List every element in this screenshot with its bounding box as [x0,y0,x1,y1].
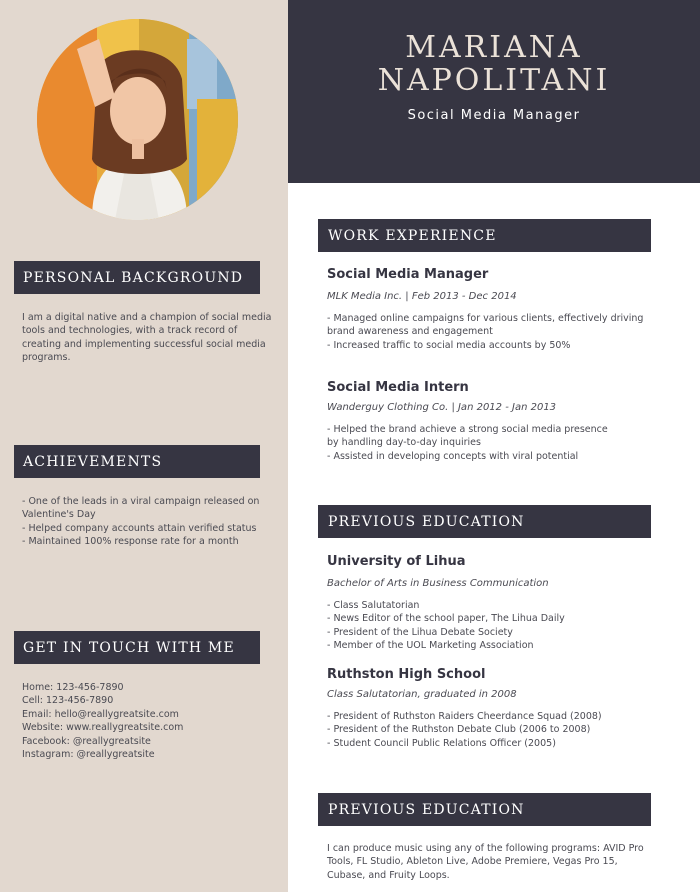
personal-background-heading: PERSONAL BACKGROUND [14,261,260,294]
school-details [327,710,637,750]
school-subtitle: Bachelor of Arts in Business Communication [327,578,549,589]
text-line: - Increased traffic to social media accounts by 50% [327,339,571,351]
job-title: Social Media Intern [327,380,469,395]
name-first: MARIANA [405,30,583,65]
text-line: - News Editor of the school paper, The Lihua Daily [327,613,565,625]
text-line: - Managed online campaigns for various clients, effectively driving [327,313,644,324]
job-details [327,312,644,352]
school-details [327,599,637,653]
name-last: NAPOLITANI [377,63,611,98]
school-title: Ruthston High School [327,667,486,682]
text-line: - Assisted in developing concepts with viral potential [327,450,579,462]
job-subtitle: Wanderguy Clothing Co. | Jan 2012 - Jan 2013 [327,402,557,413]
skills-heading: PREVIOUS EDUCATION [318,793,651,826]
text-line: Valentine's Day [22,509,96,521]
school-title: University of Lihua [327,554,466,569]
text-line: - Helped company accounts attain verified status [22,522,257,534]
text-line: - President of Ruthston Raiders Cheerdance Squad (2008) [327,711,602,722]
text-line: - President of the Lihua Debate Society [327,626,513,638]
contact-phone-cell: Cell: 123-456-7890 [22,695,114,707]
contact-text [22,681,258,761]
contact-website: Website: www.reallygreatsite.com [22,722,184,734]
text-line: programs. [22,352,71,364]
text-line: Tools, FL Studio, Ableton Live, Adobe Premiere, Vegas Pro 15, [327,856,618,868]
job-subtitle: MLK Media Inc. | Feb 2013 - Dec 2014 [327,291,517,302]
text-line: - Student Council Public Relations Officer (2005) [327,737,556,749]
text-line: Cubase, and Fruity Loops. [327,869,450,881]
achievements-heading: ACHIEVEMENTS [14,445,260,478]
text-line: - One of the leads in a viral campaign released on [22,496,260,507]
education-heading: PREVIOUS EDUCATION [318,505,651,538]
skills-text [327,842,644,882]
profile-photo [37,19,238,220]
profile-photo-illustration [37,19,238,220]
text-line: creating and implementing successful social media [22,338,266,350]
text-line: tools and technologies, with a track record of [22,325,238,337]
personal-background-text [22,311,272,365]
contact-heading: GET IN TOUCH WITH ME [14,631,260,664]
job-role: Social Media Manager [407,108,581,123]
text-line: by handling day-to-day inquiries [327,437,481,449]
job-title: Social Media Manager [327,267,489,282]
text-line: - President of the Ruthston Debate Club (2006 to 2008) [327,724,591,736]
contact-facebook: Facebook: @reallygreatsite [22,735,151,747]
achievements-text [22,495,258,549]
work-experience-heading: WORK EXPERIENCE [318,219,651,252]
contact-email: Email: hello@reallygreatsite.com [22,708,179,720]
text-line: - Helped the brand achieve a strong social media presence [327,424,608,435]
text-line: brand awareness and engagement [327,326,493,338]
text-line: I can produce music using any of the following programs: AVID Pro [327,843,644,854]
text-line: - Member of the UOL Marketing Association [327,640,534,652]
contact-instagram: Instagram: @reallygreatsite [22,749,155,761]
text-line: - Maintained 100% response rate for a month [22,536,239,548]
contact-phone-home: Home: 123-456-7890 [22,682,124,693]
text-line: - Class Salutatorian [327,600,420,611]
job-details [327,423,637,463]
text-line: I am a digital native and a champion of social media [22,312,272,323]
school-subtitle: Class Salutatorian, graduated in 2008 [327,689,517,700]
